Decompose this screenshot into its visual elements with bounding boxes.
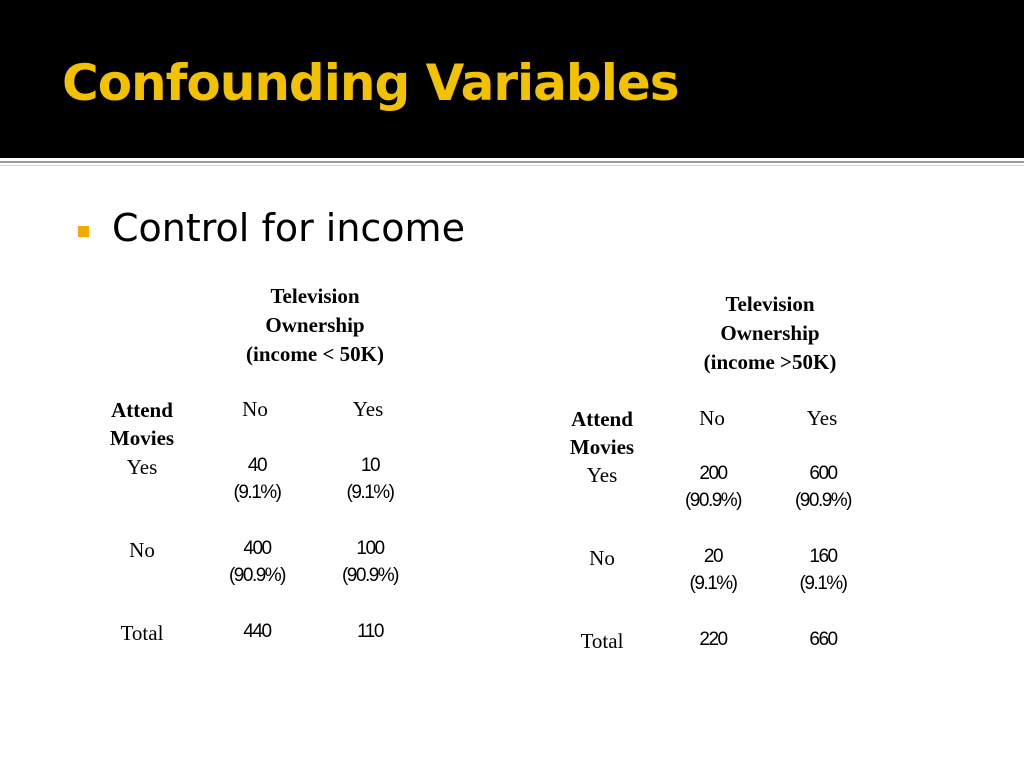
table-cell	[207, 452, 307, 506]
table-cell	[207, 618, 307, 645]
header-line: Television	[725, 292, 815, 316]
cell-percent: (90.9%)	[341, 565, 399, 586]
square-bullet-icon	[78, 226, 89, 237]
cell-count: 100	[356, 538, 384, 559]
row-label-yes: Yes	[126, 455, 158, 479]
slide-title: Confounding Variables	[62, 54, 679, 112]
header-line: Ownership	[720, 321, 820, 345]
row-label-header	[542, 405, 662, 461]
table-cell	[773, 543, 873, 597]
cell-percent: (90.9%)	[794, 490, 852, 511]
row-label-no: No	[589, 546, 615, 570]
cell-percent: (9.1%)	[799, 573, 847, 594]
header-line: Ownership	[265, 313, 365, 337]
row-label-header	[82, 396, 202, 452]
row-label-header-line: Attend	[571, 407, 633, 431]
table-header	[670, 290, 870, 377]
row-label-header-line: Movies	[109, 426, 175, 450]
cell-percent: (9.1%)	[233, 482, 281, 503]
table-cell	[320, 618, 420, 645]
divider-line	[0, 161, 1024, 163]
cell-count: 200	[699, 463, 727, 484]
cell-count: 660	[809, 629, 837, 650]
cell-count: 40	[247, 455, 267, 476]
cell-percent: (90.9%)	[684, 490, 742, 511]
header-line: Television	[270, 284, 360, 308]
table-cell	[773, 460, 873, 514]
cell-count: 20	[703, 546, 723, 567]
header-line: (income >50K)	[703, 350, 837, 374]
cell-count: 400	[243, 538, 271, 559]
column-header-yes: Yes	[352, 397, 384, 421]
row-label-yes: Yes	[586, 463, 618, 487]
table-cell	[320, 535, 420, 589]
column-header-yes: Yes	[806, 406, 838, 430]
table-cell	[663, 626, 763, 653]
cell-count: 600	[809, 463, 837, 484]
cell-percent: (9.1%)	[346, 482, 394, 503]
table-cell	[207, 535, 307, 589]
cell-percent: (90.9%)	[228, 565, 286, 586]
cell-count: 110	[357, 621, 383, 642]
column-header-no: No	[242, 397, 268, 421]
cell-count: 440	[243, 621, 271, 642]
table-cell	[773, 626, 873, 653]
table-cell	[663, 543, 763, 597]
table-cell	[663, 460, 763, 514]
row-label-header-line: Attend	[111, 398, 173, 422]
cell-count: 10	[360, 455, 380, 476]
column-header-no: No	[699, 406, 725, 430]
row-label-total: Total	[120, 621, 164, 645]
table-cell	[320, 452, 420, 506]
cell-count: 160	[809, 546, 837, 567]
title-bar	[0, 0, 1024, 158]
row-label-no: No	[129, 538, 155, 562]
bullet-text: Control for income	[112, 206, 465, 250]
row-label-header-line: Movies	[569, 435, 635, 459]
header-line: (income < 50K)	[246, 342, 384, 366]
table-header	[215, 282, 415, 369]
row-label-total: Total	[580, 629, 624, 653]
cell-percent: (9.1%)	[689, 573, 737, 594]
cell-count: 220	[699, 629, 727, 650]
divider-line-light	[0, 165, 1024, 166]
